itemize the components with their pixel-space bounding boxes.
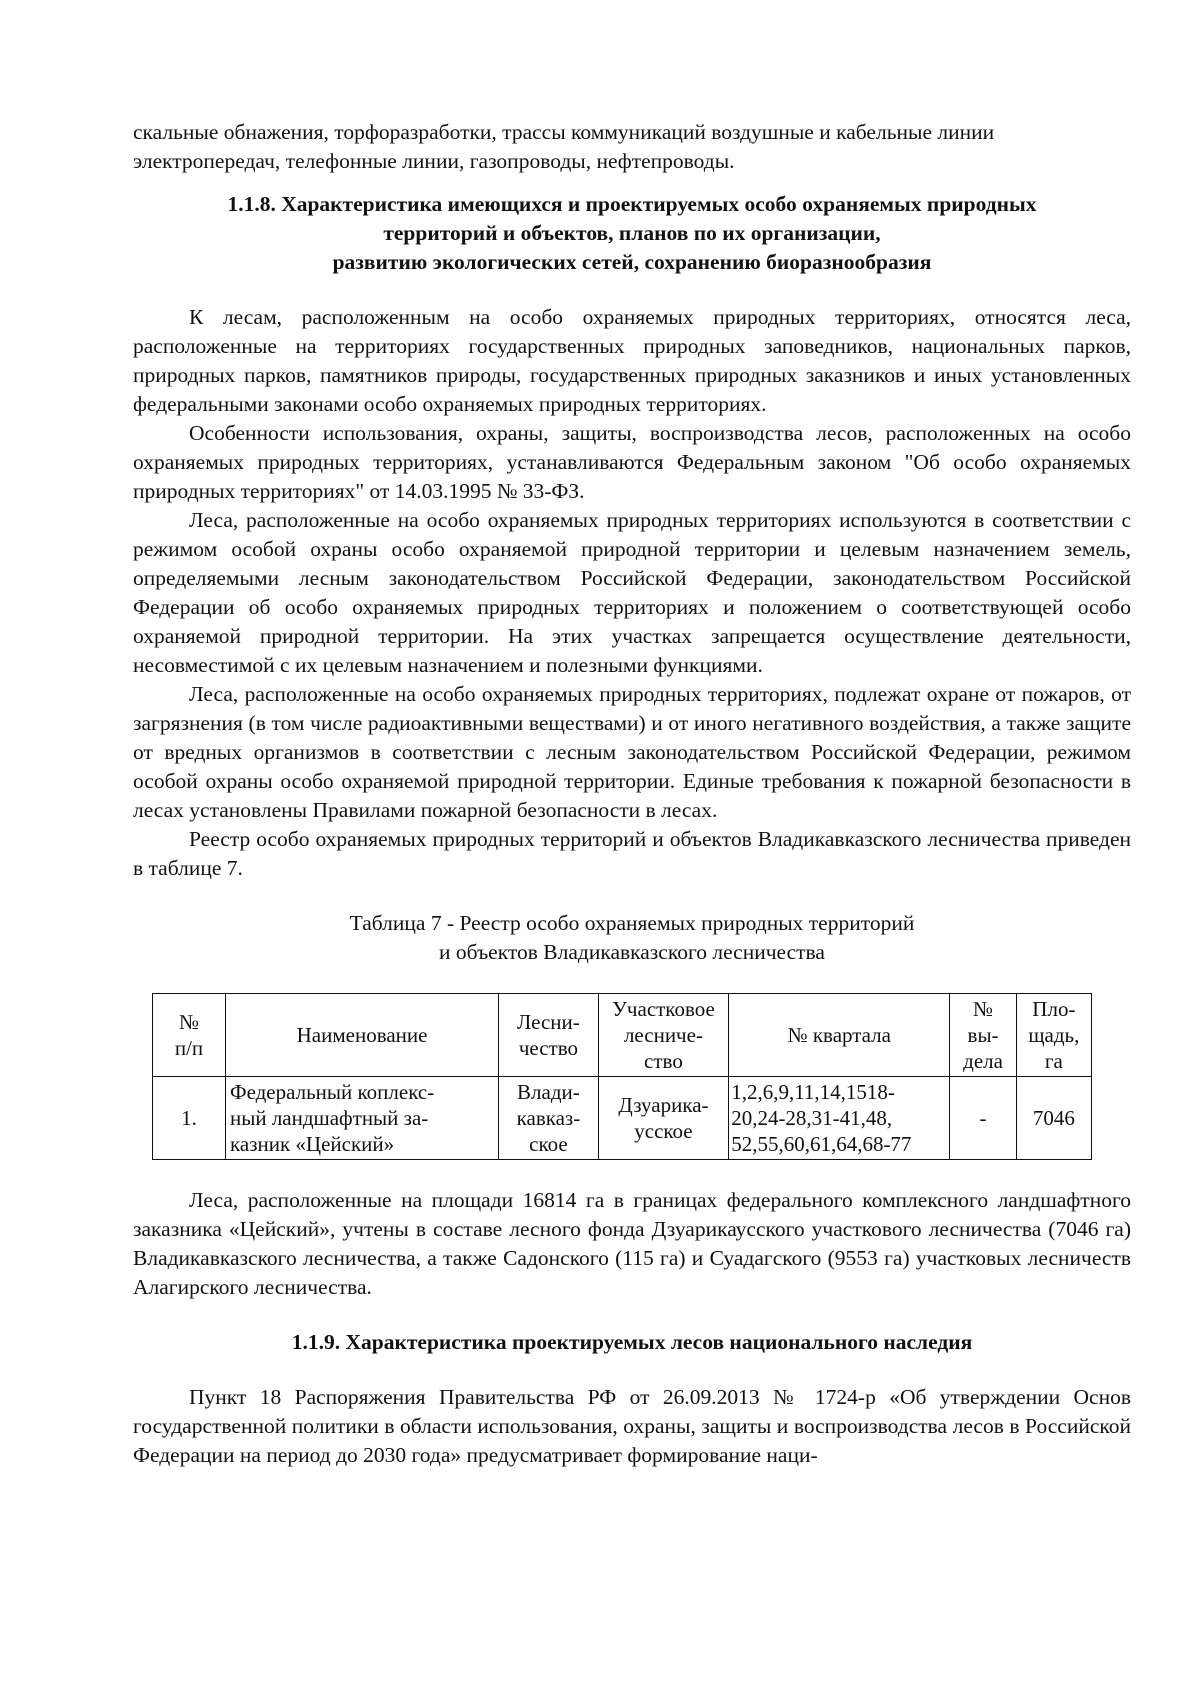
header-line: №: [973, 997, 994, 1021]
header-line: п/п: [174, 1036, 204, 1060]
section-119-title: [133, 1328, 1131, 1357]
paragraph: Реестр особо охраняемых природных территорий и объектов Владикавказского лесничества приведен в таблице 7.: [133, 827, 1131, 880]
protected-areas-table: [152, 993, 1092, 1160]
paragraph: К лесам, расположенным на особо охраняемых природных территориях, относятся леса, расположенные на территориях государственных природных заповедников, национальных парков, природных парков, памятников природы, государственных природных заказников и иных установленных федеральными законами особо охраняемых природных территориях.: [133, 305, 1131, 416]
cell-quarters: [729, 1077, 950, 1160]
section-title-line: территорий и объектов, планов по их организации,: [383, 221, 881, 245]
header-line: Наименование: [296, 1023, 428, 1047]
section-title-line: развитию экологических сетей, сохранению биоразнообразия: [332, 250, 932, 274]
header-line: Участковое: [612, 997, 715, 1021]
header-line: Лесни-: [517, 1010, 580, 1034]
header-cell-forestry: [499, 994, 599, 1077]
cell-line: Федеральный коплекс-: [229, 1080, 435, 1104]
paragraph: Леса, расположенные на особо охраняемых природных территориях, подлежат охране от пожаров, от загрязнения (в том числе радиоактивными веществами) и от иного негативного воздействия, а также защите от вредных организмов в соответствии с лесным законодательством Российской Федерации, режимом особой охраны особо охраняемой природной территории. Единые требования к пожарной безопасности в лесах установлены Правилами пожарной безопасности в лесах.: [133, 682, 1131, 822]
caption-line: Таблица 7 - Реестр особо охраняемых природных территорий: [349, 911, 915, 935]
cell-line: усское: [634, 1119, 693, 1143]
table-caption: [133, 909, 1131, 967]
cell-line: 20,24-28,31-41,48,: [731, 1106, 893, 1130]
cell-forestry: [499, 1077, 599, 1160]
header-line: чество: [518, 1036, 579, 1060]
header-cell-name: [225, 994, 498, 1077]
section-118-title: [133, 190, 1131, 277]
paragraph: Леса, расположенные на площади 16814 га в границах федерального комплексного ландшафтного заказника «Цейский», учтены в составе лесного фонда Дзуарикаусского участкового лесничества (7046 га) Владикавказского лесничества, а также Садонского (115 га) и Суадагского (9553 га) участковых лесничеств Алагирского лесничества.: [133, 1188, 1131, 1299]
header-line: щадь,: [1028, 1023, 1080, 1047]
table-row: [153, 1077, 1092, 1160]
cell-line: Влади-: [517, 1080, 580, 1104]
cell-num: 1.: [153, 1077, 226, 1160]
cell-district: [598, 1077, 729, 1160]
caption-line: и объектов Владикавказского лесничества: [439, 940, 825, 964]
header-line: №: [178, 1010, 200, 1034]
cell-name: [225, 1077, 498, 1160]
header-line: Пло-: [1032, 997, 1076, 1021]
header-cell-plot: [950, 994, 1016, 1077]
intro-text: [133, 118, 1131, 176]
header-cell-area: [1016, 994, 1091, 1077]
section-title-line: 1.1.8. Характеристика имеющихся и проектируемых особо охраняемых природных: [227, 192, 1037, 216]
header-line: ство: [644, 1049, 683, 1073]
paragraph: Леса, расположенные на особо охраняемых природных территориях используются в соответствии с режимом особой охраны особо охраняемой природной территории и целевым назначением земель, определяемыми лесным законодательством Российской Федерации, законодательством Российской Федерации об особо охраняемых природных территориях и положением о соответствующей особо охраняемой природной территории. На этих участках запрещается осуществление деятельности, несовместимой с их целевым назначением и полезными функциями.: [133, 508, 1131, 677]
cell-line: казник «Цейский»: [229, 1132, 395, 1156]
header-line: га: [1044, 1049, 1063, 1073]
paragraph: Особенности использования, охраны, защиты, воспроизводства лесов, расположенных на особо охраняемых природных территориях, устанавливаются Федеральным законом "Об особо охраняемых природных территориях" от 14.03.1995 № 33-ФЗ.: [133, 421, 1131, 503]
cell-plot: -: [950, 1077, 1016, 1160]
header-line: дела: [963, 1049, 1003, 1073]
header-line: лесниче-: [623, 1023, 703, 1047]
cell-line: кавказ-: [516, 1106, 581, 1130]
paragraph: Пункт 18 Распоряжения Правительства РФ от 26.09.2013 № 1724-р «Об утверждении Основ государственной политики в области использования, охраны, защиты и воспроизводства лесов в Российской Федерации на период до 2030 года» предусматривает формирование наци-: [133, 1385, 1131, 1467]
document-page: [133, 118, 1131, 1470]
cell-area: 7046: [1016, 1077, 1091, 1160]
cell-line: Дзуарика-: [618, 1093, 709, 1117]
header-line: № квартала: [787, 1023, 891, 1047]
cell-line: ское: [529, 1132, 568, 1156]
cell-line: 52,55,60,61,64,68-77: [731, 1132, 912, 1156]
section-title-line: 1.1.9. Характеристика проектируемых лесов национального наследия: [291, 1330, 973, 1354]
cell-line: ный ландшафтный за-: [229, 1106, 429, 1130]
header-cell-num: [153, 994, 226, 1077]
header-cell-district: [598, 994, 729, 1077]
intro-line: скальные обнажения, торфоразработки, трассы коммуникаций воздушные и кабельные линии: [133, 120, 995, 144]
cell-line: 1,2,6,9,11,14,1518-: [731, 1080, 895, 1104]
header-line: вы-: [967, 1023, 999, 1047]
header-cell-quarters: [729, 994, 950, 1077]
table-header-row: [153, 994, 1092, 1077]
intro-line: электропередач, телефонные линии, газопроводы, нефтепроводы.: [133, 149, 735, 173]
